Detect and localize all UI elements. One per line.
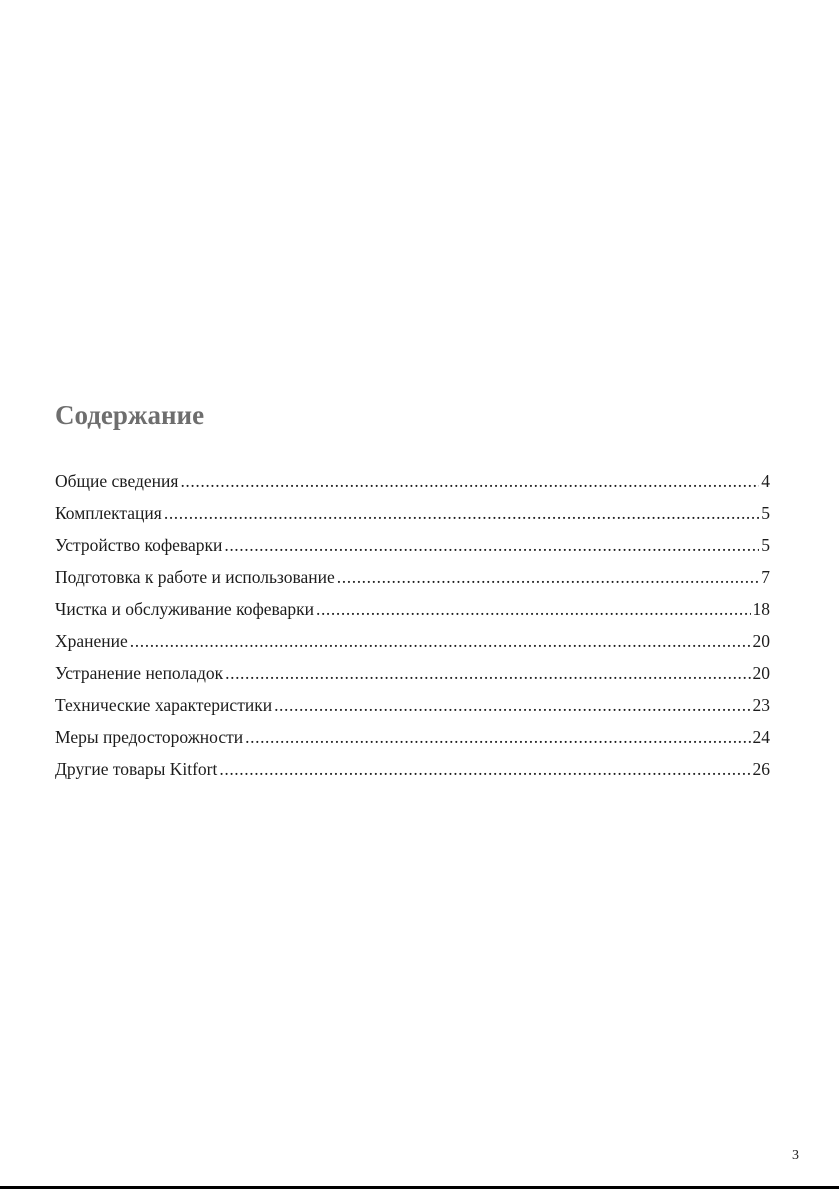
toc-entry[interactable]	[55, 465, 770, 497]
toc-dot-leader	[316, 593, 751, 625]
toc-entry-page: 20	[752, 663, 770, 683]
toc-entry[interactable]	[55, 561, 770, 593]
toc-dot-leader	[130, 625, 751, 657]
toc-title: Содержание	[55, 400, 205, 430]
toc-entry[interactable]	[55, 721, 770, 753]
toc-entry-label: Меры предосторожности	[55, 727, 244, 747]
toc-entry-label: Подготовка к работе и использование	[55, 567, 335, 587]
toc-entry[interactable]	[55, 593, 770, 625]
toc-dot-leader	[219, 753, 750, 785]
toc-entry-label: Хранение	[55, 631, 128, 651]
toc-entry-label: Общие сведения	[55, 471, 179, 491]
toc-entry[interactable]	[55, 497, 770, 529]
toc-dot-leader	[274, 689, 750, 721]
toc-entry-label: Комплектация	[55, 503, 162, 523]
toc-dot-leader	[225, 657, 750, 689]
toc-dot-leader	[180, 465, 759, 497]
toc-entry[interactable]	[55, 753, 770, 785]
toc-entry-page: 5	[761, 503, 770, 523]
page-number: 3	[792, 1148, 799, 1163]
toc-entry-page: 20	[752, 631, 770, 651]
toc-entry-page: 7	[761, 567, 770, 587]
toc-entry-label: Другие товары Kitfort	[55, 759, 218, 779]
toc-entry-label: Устройство кофеварки	[55, 535, 223, 555]
table-of-contents	[55, 465, 770, 785]
toc-entry-page: 26	[752, 759, 770, 779]
toc-dot-leader	[245, 721, 750, 753]
toc-entry-page: 18	[752, 599, 770, 619]
toc-entry[interactable]	[55, 689, 770, 721]
toc-dot-leader	[164, 497, 759, 529]
toc-entry-page: 23	[752, 695, 770, 715]
toc-entry[interactable]	[55, 625, 770, 657]
toc-entry-page: 4	[761, 471, 770, 491]
toc-entry-page: 5	[761, 535, 770, 555]
toc-dot-leader	[224, 529, 759, 561]
toc-entry-label: Чистка и обслуживание кофеварки	[55, 599, 314, 619]
toc-entry[interactable]	[55, 529, 770, 561]
toc-entry-label: Устранение неполадок	[55, 663, 224, 683]
toc-entry[interactable]	[55, 657, 770, 689]
toc-dot-leader	[337, 561, 759, 593]
toc-entry-page: 24	[752, 727, 770, 747]
toc-entry-label: Технические характеристики	[55, 695, 273, 715]
